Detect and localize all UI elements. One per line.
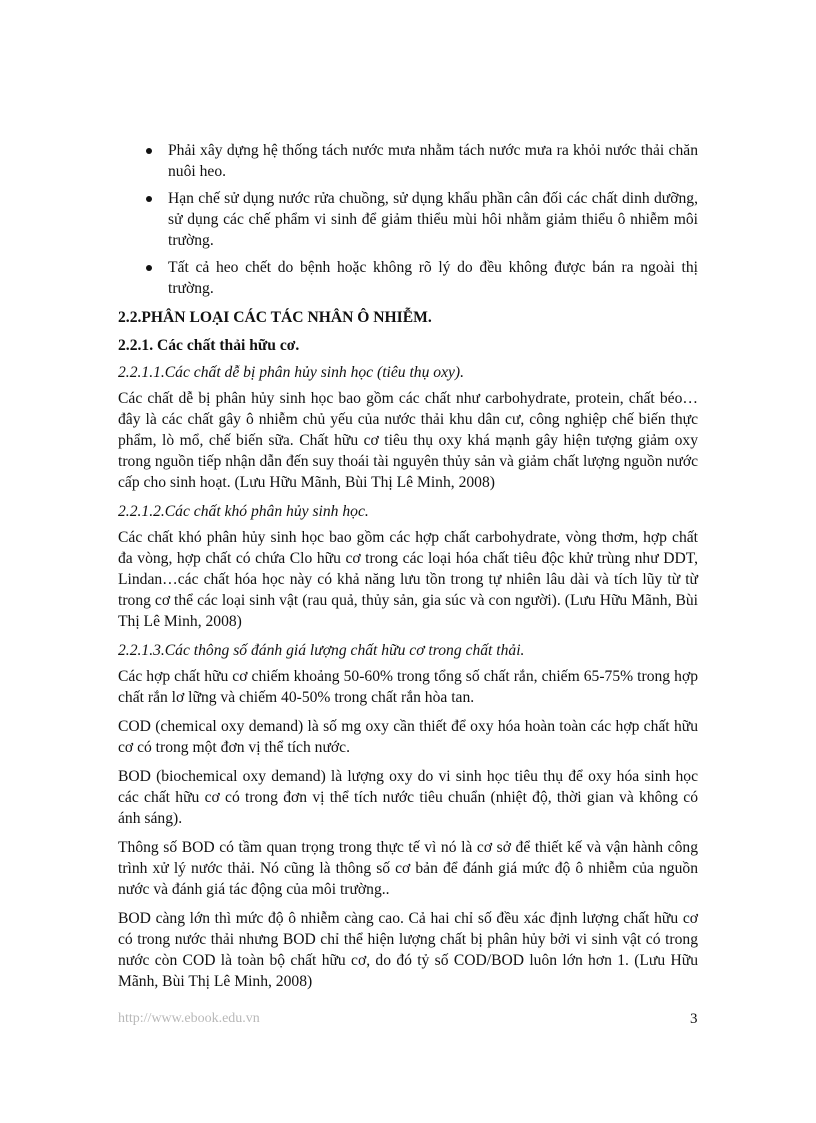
paragraph-non-biodegradable: Các chất khó phân hủy sinh học bao gồm các hợp chất carbohydrate, vòng thơm, hợp chất đa vòng, hợp chất có chứa Clo hữu cơ trong các loại hóa chất tiêu độc khử trùng như DDT, Lindan…các chất hóa học này có khả năng lưu tồn trong tự nhiên lâu dài và tích lũy từ từ trong cơ thể các loại sinh vật (rau quả, thủy sản, gia súc và con người). (Lưu Hữu Mãnh, Bùi Thị Lê Minh, 2008) [118, 529, 698, 630]
bullet-icon [146, 148, 152, 154]
bullet-text: Phải xây dựng hệ thống tách nước mưa nhằm tách nước mưa ra khỏi nước thải chăn nuôi heo. [168, 142, 698, 180]
bullet-icon [146, 196, 152, 202]
bullet-icon [146, 265, 152, 271]
paragraph-biodegradable: Các chất dễ bị phân hủy sinh học bao gồm các chất như carbohydrate, protein, chất béo…đây là các chất gây ô nhiễm chủ yếu của nước thải khu dân cư, công nghiệp chế biến thực phẩm, lò mổ, chế biến sữa. Chất hữu cơ tiêu thụ oxy khá mạnh gây hiện tượng giảm oxy trong nguồn tiếp nhận dẫn đến suy thoái tài nguyên thủy sản và giảm chất lượng nguồn nước cấp cho sinh hoạt. (Lưu Hữu Mãnh, Bùi Thị Lê Minh, 2008) [118, 390, 698, 491]
paragraph-cod: COD (chemical oxy demand) là số mg oxy cần thiết để oxy hóa hoàn toàn các hợp chất hữu cơ có trong một đơn vị thể tích nước. [118, 718, 698, 756]
footer-url[interactable]: http://www.ebook.edu.vn [118, 1011, 260, 1026]
subheading-parameters: 2.2.1.3.Các thông số đánh giá lượng chất hữu cơ trong chất thải. [118, 642, 525, 659]
subheading-non-biodegradable: 2.2.1.2.Các chất khó phân hủy sinh học. [118, 503, 369, 520]
paragraph-cod-bod-ratio: BOD càng lớn thì mức độ ô nhiễm càng cao. Cả hai chỉ số đều xác định lượng chất hữu cơ có trong nước thải nhưng BOD chỉ thể hiện lượng chất bị phân hủy bởi vi sinh vật có trong nước còn COD là toàn bộ chất hữu cơ, do đó tỷ số COD/BOD luôn lớn hơn 1. (Lưu Hữu Mãnh, Bùi Thị Lê Minh, 2008) [118, 910, 698, 990]
paragraph-bod-importance: Thông số BOD có tầm quan trọng trong thực tế vì nó là cơ sở để thiết kế và vận hành công trình xử lý nước thải. Nó cũng là thông số cơ bản để đánh giá mức độ ô nhiễm của nguồn nước và đánh giá tác động của môi trường.. [118, 839, 698, 898]
paragraph-bod: BOD (biochemical oxy demand) là lượng oxy do vi sinh học tiêu thụ để oxy hóa sinh học các chất hữu cơ có trong đơn vị thể tích nước tiêu chuẩn (nhiệt độ, thời gian và không có ánh sáng). [118, 768, 698, 827]
subheading-biodegradable: 2.2.1.1.Các chất dễ bị phân hủy sinh học (tiêu thụ oxy). [118, 364, 465, 381]
section-heading: 2.2.PHÂN LOẠI CÁC TÁC NHÂN Ô NHIỄM. [118, 309, 432, 326]
bullet-text: Hạn chế sử dụng nước rửa chuồng, sử dụng khẩu phần cân đối các chất dinh dưỡng, sử dụng các chế phẩm vi sinh để giảm thiểu mùi hôi nhằm giảm thiểu ô nhiễm môi trường. [168, 190, 698, 249]
bullet-text: Tất cả heo chết do bệnh hoặc không rõ lý do đều không được bán ra ngoài thị trường. [168, 259, 698, 297]
page-number: 3 [690, 1011, 698, 1027]
page-body [118, 140, 698, 1000]
list-item [118, 257, 698, 299]
bullet-list [118, 140, 698, 299]
paragraph-organic-share: Các hợp chất hữu cơ chiếm khoảng 50-60% trong tổng số chất rắn, chiếm 65-75% trong hợp chất rắn lơ lững và chiếm 40-50% trong chất rắn hòa tan. [118, 668, 698, 706]
list-item [118, 140, 698, 182]
list-item [118, 188, 698, 251]
subsection-heading: 2.2.1. Các chất thải hữu cơ. [118, 337, 300, 354]
